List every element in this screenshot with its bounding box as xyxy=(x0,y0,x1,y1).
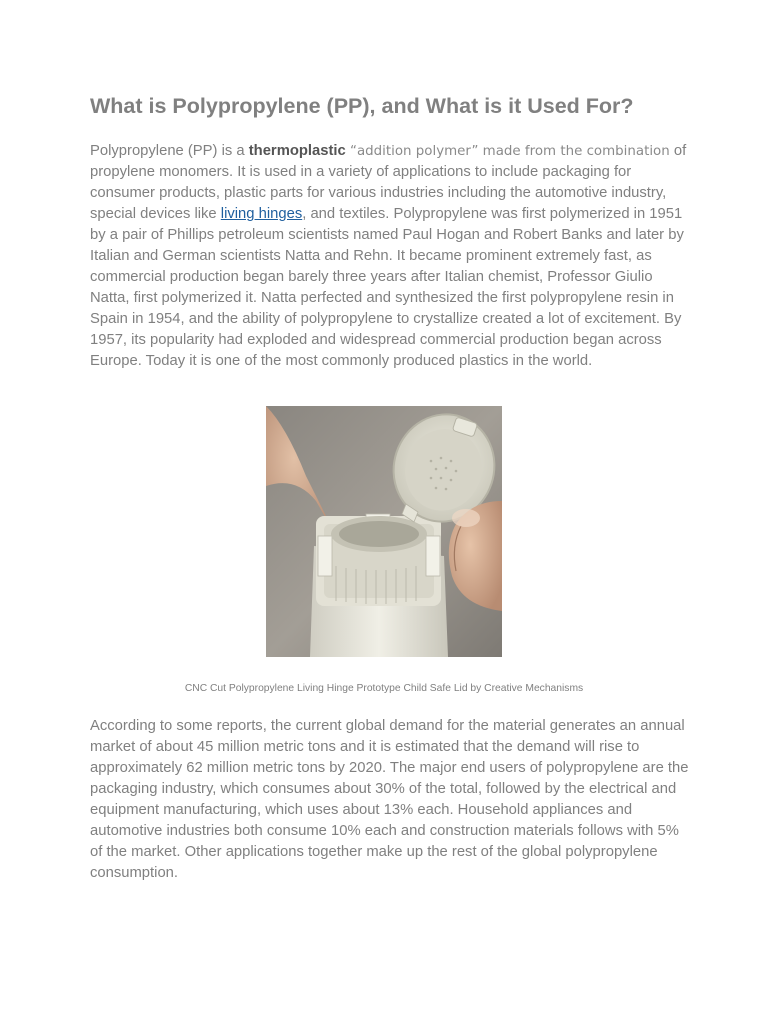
demand-paragraph-container xyxy=(90,716,690,884)
article-body xyxy=(90,90,690,372)
demand-paragraph: According to some reports, the current global demand for the material generates an annual market of about 45 million metric tons and it is estimated that the demand will rise to approximately 62 million metric tons by 2020. The major end users of polypropylene are the packaging industry, which consumes about 30% of the total, followed by the electrical and equipment manufacturing, which uses about 13% each. Household appliances and automotive industries both consume 10% each and construction materials follows with 5% of the market. Other applications together make up the rest of the global polypropylene consumption. xyxy=(90,718,689,881)
figure-caption: CNC Cut Polypropylene Living Hinge Prototype Child Safe Lid by Creative Mechanisms xyxy=(184,683,584,694)
intro-lead: Polypropylene (PP) is a xyxy=(90,143,249,159)
bold-term: thermoplastic xyxy=(248,143,346,159)
intro-paragraph xyxy=(90,141,690,372)
intro-rest: , and textiles. Polypropylene was first polymerized in 1951 by a pair of Phillips petroleum scientists named Paul Hogan and Robert Banks and later by Italian and German scientists Natta and Rehn. It became prominent extremely fast, as commercial production began barely three years after Italian chemist, Professor Giulio Natta, first polymerized it. Natta perfected and synthesized the first polypropylene resin in Spain in 1954, and the ability of polypropylene to crystallize created a lot of excitement. By 1957, its popularity had exploded and widespread commercial production began across Europe. Today it is one of the most commonly produced plastics in the world. xyxy=(90,206,684,369)
article-title: What is Polypropylene (PP), and What is it Used For? xyxy=(90,94,634,118)
intro-mid: of propylene monomers. It is used in a variety of applications to include packaging for consumer products, plastic parts for various industries including the automotive industry, special devices like xyxy=(90,143,687,222)
living-hinge-photo xyxy=(266,406,502,657)
quoted-phrase: “addition polymer” made from the combination xyxy=(345,144,670,159)
living-hinges-link[interactable]: living hinges xyxy=(220,206,303,222)
